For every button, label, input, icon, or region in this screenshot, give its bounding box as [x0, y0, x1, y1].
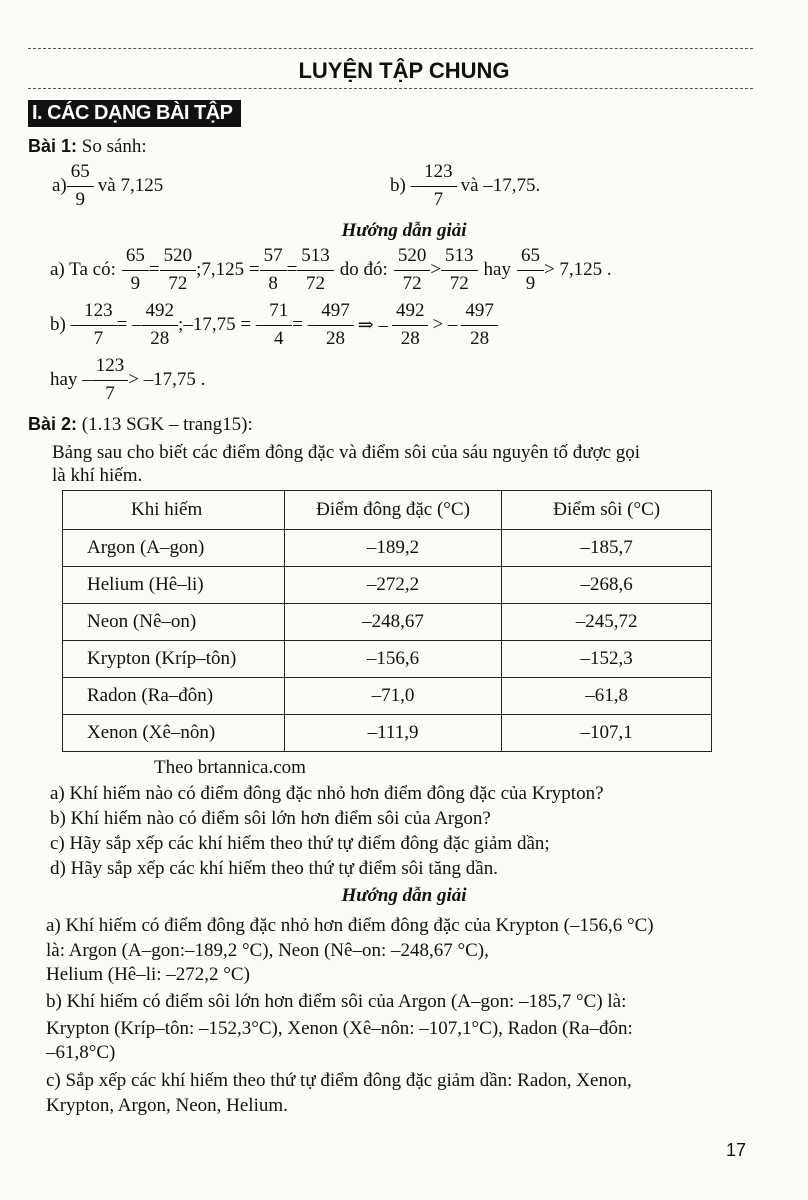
- solution-line: Helium (Hê–li: –272,2 °C): [46, 964, 250, 985]
- header-cell: Khi hiếm: [63, 491, 285, 530]
- fraction: $\frac{123}{7}$: [94, 356, 127, 405]
- table-row: [63, 715, 712, 752]
- bai1-item-b: [390, 162, 540, 211]
- fraction: $\frac{65}{9}$: [519, 246, 542, 295]
- question-d: d) Hãy sắp xếp các khí hiếm theo thứ tự điểm sôi tăng dần.: [50, 858, 498, 879]
- bai2-intro-line2: là khí hiếm.: [52, 465, 143, 486]
- header-cell: Điểm sôi (°C): [502, 491, 712, 530]
- solution-line: b) Khí hiếm có điểm sôi lớn hơn điểm sôi của Argon (A–gon: –185,7 °C) là:: [46, 991, 627, 1012]
- bai1-solution-c: hay – $\frac{123}{7}$ > –17,75 .: [50, 355, 206, 404]
- gas-name-cell: Neon (Nê–on): [63, 604, 285, 641]
- table-row: [63, 604, 712, 641]
- gas-name-cell: Helium (Hê–li): [63, 567, 285, 604]
- fraction: $\frac{520}{72}$: [396, 246, 429, 295]
- gas-name-cell: Radon (Ra–đôn): [63, 678, 285, 715]
- bai2-guide-heading: Hướng dẫn giải: [341, 885, 467, 906]
- fraction: $\frac{65}{9}$: [124, 246, 147, 295]
- boiling-point-cell: –107,1: [502, 715, 712, 752]
- item-b-rest: và –17,75.: [460, 175, 541, 197]
- solution-line: Krypton, Argon, Neon, Helium.: [46, 1095, 288, 1116]
- question-b: b) Khí hiếm nào có điểm sôi lớn hơn điểm sôi của Argon?: [50, 808, 491, 829]
- solution-line: a) Khí hiếm có điểm đông đặc nhỏ hơn điểm đông đặc của Krypton (–156,6 °C): [46, 915, 654, 936]
- fraction: $\frac{65}{9}$: [69, 162, 92, 211]
- bai1-heading: [28, 136, 147, 158]
- table-row: [63, 530, 712, 567]
- header-cell: Điểm đông đặc (°C): [284, 491, 502, 530]
- bai2-ref: (1.13 SGK – trang15):: [81, 414, 253, 435]
- section-heading: I. CÁC DẠNG BÀI TẬP: [28, 100, 241, 127]
- table-source: Theo brtannica.com: [154, 757, 306, 778]
- bai1-prompt: So sánh:: [81, 136, 147, 157]
- bai1-guide-heading: Hướng dẫn giải: [341, 220, 467, 241]
- table-header-row: [63, 491, 712, 530]
- noble-gas-table: [62, 490, 712, 752]
- table-row: [63, 567, 712, 604]
- question-a: a) Khí hiếm nào có điểm đông đặc nhỏ hơn điểm đông đặc của Krypton?: [50, 783, 604, 804]
- fraction: $\frac{123}{7}$: [82, 301, 115, 350]
- top-dashed-rule: [28, 48, 753, 49]
- fraction: $\frac{57}{8}$: [262, 246, 285, 295]
- boiling-point-cell: –61,8: [502, 678, 712, 715]
- freezing-point-cell: –189,2: [284, 530, 502, 567]
- bai1-solution-b: b) – $\frac{123}{7}$ = – $\frac{492}{28}$ ;–17,75 = – $\frac{71}{4}$ = – $\frac{497}{28}$ ⇒ – $\frac{492}{28}$ > – $\frac{497}{28}$: [50, 301, 498, 350]
- title-dashed-rule: [28, 88, 753, 89]
- bai2-label: Bài 2:: [28, 414, 78, 434]
- freezing-point-cell: –156,6: [284, 641, 502, 678]
- page-number: 17: [726, 1140, 747, 1160]
- gas-name-cell: Xenon (Xê–nôn): [63, 715, 285, 752]
- gas-name-cell: Argon (A–gon): [63, 530, 285, 567]
- fraction: $\frac{513}{72}$: [299, 246, 332, 295]
- fraction: $\frac{123}{7}$: [422, 162, 455, 211]
- boiling-point-cell: –185,7: [502, 530, 712, 567]
- bai1-label: Bài 1:: [28, 136, 78, 156]
- bai2-intro-line1: Bảng sau cho biết các điểm đông đặc và điểm sôi của sáu nguyên tố được gọi: [52, 442, 641, 463]
- bai1-item-a: [52, 162, 163, 211]
- question-c: c) Hãy sắp xếp các khí hiếm theo thứ tự điểm đông đặc giảm dần;: [50, 833, 550, 854]
- freezing-point-cell: –272,2: [284, 567, 502, 604]
- table-row: [63, 678, 712, 715]
- item-b-prefix: b) –: [390, 175, 421, 197]
- boiling-point-cell: –152,3: [502, 641, 712, 678]
- gas-name-cell: Krypton (Kríp–tôn): [63, 641, 285, 678]
- solution-line: –61,8°C): [46, 1042, 116, 1063]
- solution-line: là: Argon (A–gon:–189,2 °C), Neon (Nê–on: –248,67 °C),: [46, 940, 489, 961]
- fraction: $\frac{492}{28}$: [144, 301, 177, 350]
- item-a-rest: và 7,125: [97, 175, 164, 197]
- freezing-point-cell: –248,67: [284, 604, 502, 641]
- fraction: $\frac{497}{28}$: [463, 301, 496, 350]
- fraction: $\frac{520}{72}$: [162, 246, 195, 295]
- boiling-point-cell: –245,72: [502, 604, 712, 641]
- bai1-solution-a: a) Ta có: $\frac{65}{9}$ = $\frac{520}{72}$ ;7,125 = $\frac{57}{8}$ = $\frac{513}{72}$ do đó: $\frac{520}{72}$ > $\frac{513}{72}$ hay $\frac{65}{9}$ > 7,125 .: [50, 245, 612, 294]
- item-a-prefix: a): [52, 175, 67, 197]
- bai2-heading: [28, 414, 253, 436]
- fraction: $\frac{497}{28}$: [319, 301, 352, 350]
- fraction: $\frac{513}{72}$: [443, 246, 476, 295]
- freezing-point-cell: –111,9: [284, 715, 502, 752]
- boiling-point-cell: –268,6: [502, 567, 712, 604]
- solution-line: Krypton (Kríp–tôn: –152,3°C), Xenon (Xê–nôn: –107,1°C), Radon (Ra–đôn:: [46, 1018, 633, 1039]
- solution-line: c) Sắp xếp các khí hiếm theo thứ tự điểm đông đặc giảm dần: Radon, Xenon,: [46, 1070, 632, 1091]
- table-row: [63, 641, 712, 678]
- fraction: $\frac{71}{4}$: [267, 301, 290, 350]
- fraction: $\frac{492}{28}$: [394, 301, 427, 350]
- freezing-point-cell: –71,0: [284, 678, 502, 715]
- page-title: LUYỆN TẬP CHUNG: [298, 58, 510, 83]
